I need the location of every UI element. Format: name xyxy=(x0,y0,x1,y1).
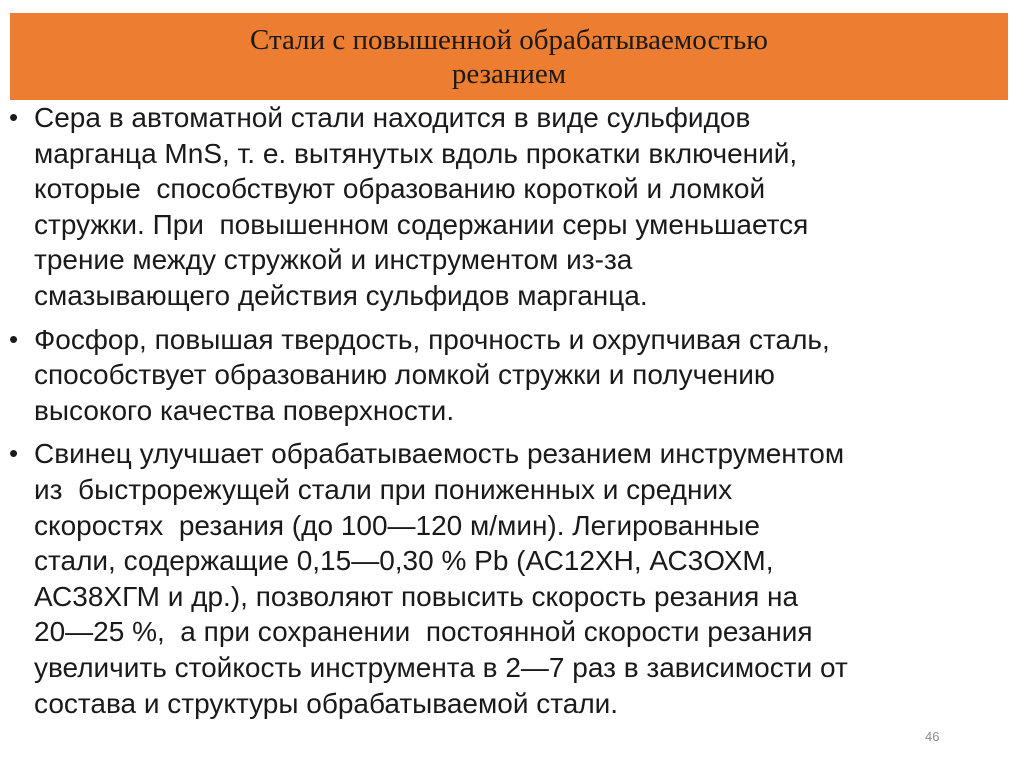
bullet-line: Сера в автоматной стали находится в виде сульфидов xyxy=(34,102,751,133)
bullet-line: высокого качества поверхности. xyxy=(34,394,455,426)
bullet-line: скоростях резания (до 100—120 м/мин). Легированные xyxy=(34,509,761,541)
bullet-text xyxy=(34,436,1007,721)
bullet-item-sulfur xyxy=(7,100,1007,314)
bullet-marker: • xyxy=(9,438,19,469)
bullet-text xyxy=(34,100,1007,314)
bullet-marker: • xyxy=(9,102,19,132)
bullet-line: трение между стружкой и инструментом из-за xyxy=(34,244,633,276)
bullet-line: смазывающего действия сульфидов марганца. xyxy=(34,279,648,311)
bullet-line: 20—25 %, а при сохранении постоянной скорости резания xyxy=(34,616,813,648)
slide-title-bar xyxy=(10,13,1008,100)
bullet-item-lead xyxy=(7,436,1007,721)
bullet-item-phosphorus xyxy=(7,322,1007,429)
bullet-line: Свинец улучшает обрабатываемость резанием инструментом xyxy=(34,438,845,470)
slide-title-line-1: Стали с повышенной обрабатываемостью xyxy=(250,24,768,56)
bullet-line: которые способствуют образованию короткой и ломкой xyxy=(34,173,766,205)
bullet-line: состава и структуры обрабатываемой стали. xyxy=(34,687,619,719)
bullet-line: АС38ХГМ и др.), позволяют повысить скорость резания на xyxy=(34,580,799,612)
bullet-text xyxy=(34,322,1007,429)
bullet-list xyxy=(7,100,1007,729)
bullet-line: стружки. При повышенном содержании серы уменьшается xyxy=(34,208,809,240)
bullet-line: увеличить стойкость инструмента в 2—7 раз в зависимости от xyxy=(34,651,848,683)
bullet-marker: • xyxy=(9,323,19,354)
page-number: 46 xyxy=(925,729,940,744)
bullet-line: способствует образованию ломкой стружки и получению xyxy=(34,359,775,391)
bullet-line: марганца MnS, т. е. вытянутых вдоль прокатки включений, xyxy=(34,137,798,169)
bullet-line: Фосфор, повышая твердость, прочность и охрупчивая сталь, xyxy=(34,323,830,355)
bullet-line: из быстрорежущей стали при пониженных и средних xyxy=(34,473,733,505)
slide-title-line-2: резанием xyxy=(451,58,567,90)
bullet-line: стали, содержащие 0,15—0,30 % Pb (АС12ХН, АС3ОХМ, xyxy=(34,545,774,577)
